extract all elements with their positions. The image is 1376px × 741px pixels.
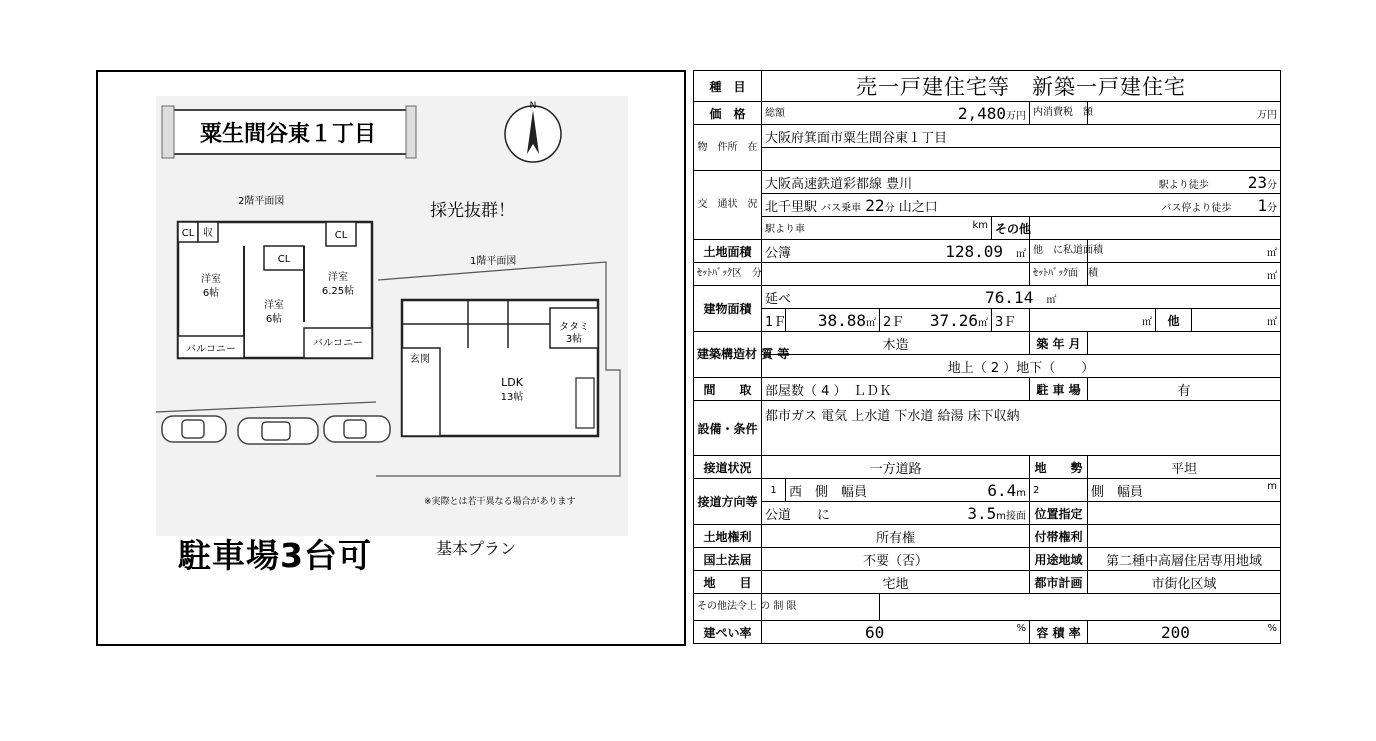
bcr-cell: 60 % — [762, 621, 1030, 644]
floor2-label: 2階平面図 — [238, 196, 285, 207]
terrain-value: 平坦 — [1088, 456, 1281, 479]
attached-right-label: 付帯権利 — [1030, 525, 1088, 548]
structure-label: 建築構造材 質 等 — [694, 332, 762, 378]
setback-area-label: ｾｯﾄﾊﾞｯｸ面 積 — [1030, 263, 1088, 286]
land-category-label: 地 目 — [694, 571, 762, 594]
price-total-label: 総額 — [765, 107, 785, 119]
layout-label: 間 取 — [694, 378, 762, 401]
transport-label: 交 通状 況 — [694, 171, 762, 240]
walk-from-station: 23 — [1247, 172, 1267, 192]
floor-plan-panel — [96, 70, 686, 646]
svg-text:収: 収 — [203, 228, 213, 239]
bus-stop: 山之口 — [898, 199, 938, 215]
svg-text:6帖: 6帖 — [202, 288, 220, 299]
facilities-label: 設備・条件 — [694, 401, 762, 456]
f1-label: 1Ｆ — [762, 309, 786, 332]
km-unit: km — [972, 220, 988, 231]
land-category-value: 宅地 — [762, 571, 1030, 594]
svg-text:玄関: 玄関 — [410, 354, 430, 365]
parking-caption: 駐車場3台可 — [178, 536, 372, 575]
frontage-cell — [762, 502, 1030, 525]
type-label: 種 目 — [694, 71, 762, 102]
transport-bus-row: 北千里駅 バス乗車 22分 山之口 バス停より徒歩 1分 — [762, 194, 1281, 217]
property-spec-table: 種 目 売一戸建住宅等 新築一戸建住宅 価 格 総額 2,480万円 内消費税 額 万円 物 件所 在 大阪府箕面市粟生間谷東１丁目 交 通状 況 大阪高速鉄道彩都線 豊川 駅より徒歩 23分 北千里駅 バス乗車 22分 山之口 バス停より徒歩 1分 駅より車 km その他 土地面積 公簿 128.09 ㎡ 他 に私道面積 ㎡ ｾｯﾄﾊﾞｯｸ区 分 ｾｯﾄﾊﾞｯｸ面 積 ㎡ 建物面積 延べ 76.14 ㎡ 1Ｆ 38.88㎡ 2Ｆ 37.26㎡ 3Ｆ ㎡ 他 ㎡ 建築構造材 質 等 木造 築 年 月 地上（ 2 ）地下（ ） 間 取 部屋数（ 4 ） ＬＤＫ 駐 車 場 有 設備・条件 都市ガス 電気 上水道 下水道 給湯 床下収納 接道状況 一方道路 地 勢 平坦 接道方向等 1 西 側 幅員 6.4m 2 側 幅員 m 公道 に 3.5m接面 位置指定 土地権利 所有権 付帯権利 国土法届 不要（否） 用途地域 第二種中高層住居専用地域 地 目 宅地 都市計画 市街化区域 その他法令上 の 制 限 建ぺい率 60 % 容 積 率 200 % — [693, 70, 1281, 644]
minute-unit: 分 — [1267, 179, 1277, 191]
built-year-label: 築 年 月 — [1030, 332, 1088, 355]
tax-label: 内消費税 額 — [1030, 102, 1088, 125]
svg-text:CL: CL — [334, 230, 348, 241]
bus-ride: 22 — [865, 195, 885, 215]
road1-cell: 西 側 幅員 6.4m — [786, 479, 1030, 502]
road-status-value: 一方道路 — [762, 456, 1030, 479]
plan-note: ※実際とは若干異なる場合があります — [424, 497, 576, 507]
walk-from-busstop: 1 — [1257, 195, 1267, 215]
city-plan-label: 都市計画 — [1030, 571, 1088, 594]
svg-text:CL: CL — [277, 254, 291, 265]
land-right-value: 所有権 — [762, 525, 1030, 548]
catch-copy: 採光抜群！ — [430, 201, 515, 221]
land-area-cell: 公簿 128.09 ㎡ — [762, 240, 1030, 263]
location-blank — [762, 148, 1281, 171]
road2-cell: 側 幅員 m — [1088, 479, 1281, 502]
road2-no: 2 — [1030, 479, 1088, 502]
f2-cell: 2Ｆ 37.26㎡ — [880, 309, 992, 332]
car-from-station-label: 駅より車 — [765, 224, 805, 235]
svg-text:CL: CL — [181, 228, 195, 239]
road1-no: 1 — [762, 479, 786, 502]
road2-dir: 側 幅員 — [1091, 484, 1144, 500]
total-floor-value: 76.14 — [985, 287, 1034, 307]
svg-text:LDK: LDK — [501, 376, 523, 389]
walk-from-station-label: 駅より徒歩 — [1158, 179, 1209, 191]
bcr-label: 建ぺい率 — [694, 621, 762, 644]
city-plan-value: 市街化区域 — [1088, 571, 1281, 594]
area-title-banner — [162, 106, 416, 158]
f2-value: 37.26 — [929, 310, 978, 330]
car-from-station — [762, 217, 992, 240]
total-floor-label: 延べ — [765, 291, 792, 307]
type-value: 売一戸建住宅等 新築一戸建住宅 — [762, 71, 1281, 102]
setback-label: ｾｯﾄﾊﾞｯｸ区 分 — [694, 263, 762, 286]
parking-value: 有 — [1088, 378, 1281, 401]
transport-line: 大阪高速鉄道彩都線 豊川 — [765, 176, 913, 192]
car-icon — [238, 418, 318, 444]
svg-text:3帖: 3帖 — [565, 334, 583, 345]
road-dir-label: 接道方向等 — [694, 479, 762, 525]
tax-unit: 万円 — [1088, 102, 1281, 125]
area-title: 粟生間谷東１丁目 — [199, 122, 377, 147]
other-label: その他 — [992, 217, 1030, 240]
svg-text:6帖: 6帖 — [265, 314, 283, 325]
floors-value: 地上（ 2 ）地下（ ） — [762, 355, 1281, 378]
parking-label: 駐 車 場 — [1030, 378, 1088, 401]
land-area-type: 公簿 — [765, 245, 792, 261]
layout-value: 部屋数（ 4 ） ＬＤＫ — [762, 378, 1030, 401]
zoning-value: 第二種中高層住居専用地域 — [1088, 548, 1281, 571]
other-floor-label: 他 — [1156, 309, 1192, 332]
price-label: 価 格 — [694, 102, 762, 125]
price-value: 2,480 — [957, 103, 1006, 123]
price-unit: 万円 — [1006, 110, 1026, 122]
facilities-value: 都市ガス 電気 上水道 下水道 給湯 床下収納 — [762, 401, 1281, 456]
plan-caption: 基本プラン — [436, 539, 517, 558]
walk-from-busstop-label: バス停より徒歩 — [1161, 202, 1232, 214]
svg-text:洋室: 洋室 — [328, 272, 348, 283]
structure-value: 木造 — [762, 332, 1030, 355]
position-label: 位置指定 — [1030, 502, 1088, 525]
bus-station: 北千里駅 — [765, 199, 818, 215]
building-area-label: 建物面積 — [694, 286, 762, 332]
frontage: 3.5 — [967, 503, 997, 523]
land-right-label: 土地権利 — [694, 525, 762, 548]
terrain-label: 地 勢 — [1030, 456, 1088, 479]
svg-text:6.25帖: 6.25帖 — [321, 286, 355, 297]
parking-cars — [162, 416, 390, 444]
road-type: 公道 に — [765, 507, 831, 523]
road-status-label: 接道状況 — [694, 456, 762, 479]
f3-label: 3Ｆ — [992, 309, 1030, 332]
svg-text:バルコニー: バルコニー — [186, 344, 236, 355]
total-floor-row: 延べ 76.14 ㎡ — [762, 286, 1281, 309]
zoning-label: 用途地域 — [1030, 548, 1088, 571]
far-value: 200 — [1161, 622, 1190, 642]
road1-dir: 西 側 幅員 — [789, 484, 868, 500]
f2-label: 2Ｆ — [883, 314, 905, 330]
location-label: 物 件所 在 — [694, 125, 762, 171]
svg-text:洋室: 洋室 — [201, 274, 221, 285]
floor1-plan — [402, 300, 598, 436]
far-label: 容 積 率 — [1030, 621, 1088, 644]
location-value: 大阪府箕面市粟生間谷東１丁目 — [762, 125, 1281, 148]
f1-value: 38.88 — [817, 310, 866, 330]
far-cell: 200 % — [1088, 621, 1281, 644]
svg-text:13帖: 13帖 — [500, 392, 524, 403]
car-icon — [162, 416, 226, 442]
price-cell — [762, 102, 1030, 125]
f1-cell: 38.88㎡ — [786, 309, 880, 332]
floor1-label: 1階平面図 — [470, 256, 517, 267]
bus-ride-label: バス乗車 — [821, 202, 862, 214]
land-area-label: 土地面積 — [694, 240, 762, 263]
land-law-label: 国土法届 — [694, 548, 762, 571]
private-road-label: 他 に私道面積 — [1030, 240, 1088, 263]
svg-text:バルコニー: バルコニー — [313, 338, 363, 349]
other-law-label: その他法令上 の 制 限 — [694, 594, 762, 621]
svg-text:洋室: 洋室 — [264, 300, 284, 311]
bcr-value: 60 — [865, 622, 885, 642]
svg-text:タタミ: タタミ — [559, 322, 589, 333]
frontage-unit: m接面 — [996, 510, 1026, 522]
transport-line-row — [762, 171, 1281, 194]
land-area-value: 128.09 — [945, 241, 1003, 261]
land-law-value: 不要（否） — [762, 548, 1030, 571]
road1-width: 6.4 — [987, 480, 1017, 500]
svg-text:N: N — [529, 101, 537, 111]
car-icon — [324, 416, 390, 442]
